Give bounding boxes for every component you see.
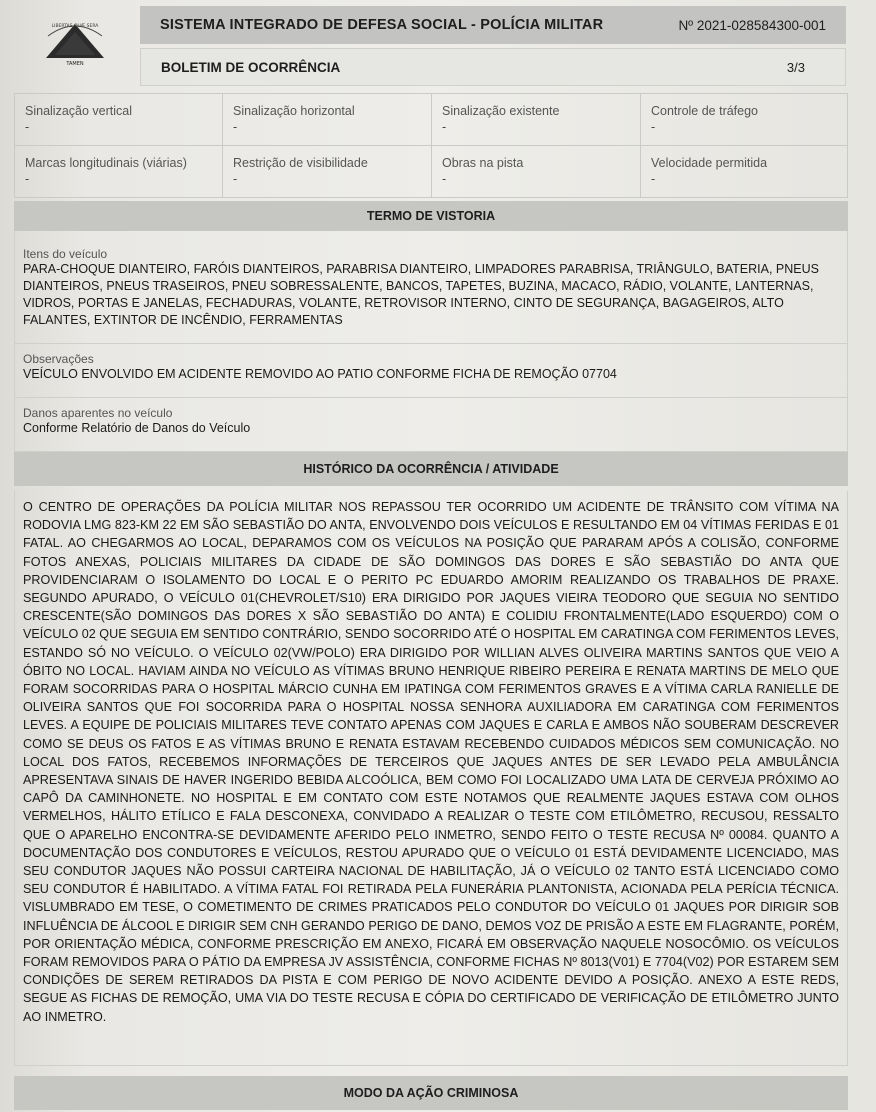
pmmg-emblem-icon: [40, 18, 110, 68]
field-sinalizacao-vertical: Sinalização vertical -: [14, 94, 223, 146]
damage-value: Conforme Relatório de Danos do Veículo: [23, 421, 251, 435]
system-header: [140, 6, 846, 44]
field-sinalizacao-existente: Sinalização existente -: [432, 94, 641, 146]
field-marcas-longitudinais: Marcas longitudinais (viárias) -: [14, 146, 223, 198]
vehicle-items-label: Itens do veículo: [23, 247, 108, 261]
document-type-header: [140, 48, 846, 86]
field-sinalizacao-horizontal: Sinalização horizontal -: [223, 94, 432, 146]
vehicle-items-value: PARA-CHOQUE DIANTEIRO, FARÓIS DIANTEIROS, PARABRISA DIANTEIRO, LIMPADORES PARABRISA, TRIÂNGULO, BATERIA, PNEUS DIANTEIROS, PNEUS TRASEIROS, PNEU SOBRESSALENTE, BANCOS, TAPETES, BUZINA, MACACO, RÁDIO, VOLANTE, LANTERNAS, VIDROS, PORTAS E JANELAS, FECHADURAS, VOLANTE, RETROVISOR INTERNO, CINTO DE SEGURANÇA, BAGAGEIROS, ALTO FALANTES, EXTINTOR DE INCÊNDIO, FERRAMENTAS: [23, 262, 819, 327]
document-type: BOLETIM DE OCORRÊNCIA: [161, 59, 341, 75]
field-velocidade-permitida: Velocidade permitida -: [641, 146, 848, 198]
damage-box: [14, 398, 848, 452]
observations-label: Observações: [23, 352, 94, 366]
vehicle-items-box: [14, 231, 848, 344]
field-controle-trafego: Controle de tráfego -: [641, 94, 848, 146]
system-title: SISTEMA INTEGRADO DE DEFESA SOCIAL - POLÍCIA MILITAR: [160, 17, 604, 33]
historico-text: O CENTRO DE OPERAÇÕES DA POLÍCIA MILITAR NOS REPASSOU TER OCORRIDO UM ACIDENTE DE TRÂNSITO COM VÍTIMA NA RODOVIA LMG 823-KM 22 EM SÃO SEBASTIÃO DO ANTA, ENVOLVENDO DOIS VEÍCULOS E RESULTANDO EM 04 VÍTIMAS FERIDAS E 01 FATAL. AO CHEGARMOS AO LOCAL, DEPARAMOS COM OS VEÍCULOS NA POSIÇÃO QUE PARARAM APÓS A COLISÃO, CONFORME FOTOS ANEXAS, POLICIAIS MILITARES DA CIDADE DE SÃO DOMINGOS DAS DORES E SÃO SEBASTIÃO DO ANTA QUE PROVIDENCIARAM O ISOLAMENTO DO LOCAL E O PERITO PC EDUARDO AMORIM REALIZANDO OS TRABALHOS DE PRAXE. SEGUNDO APURADO, O VEÍCULO 01(CHEVROLET/S10) ERA DIRIGIDO POR JAQUES VIEIRA TEODORO QUE SEGUIA NO SENTIDO CRESCENTE(SÃO DOMINGOS DAS DORES X SÃO SEBASTIÃO DO ANTA) E COLIDIU FRONTALMENTE(LADO ESQUERDO) COM O VEÍCULO 02 QUE SEGUIA EM SENTIDO CONTRÁRIO, SENDO SOCORRIDO ATÉ O HOSPITAL EM CARATINGA COM FERIMENTOS LEVES, ESTANDO SÓ NO VEÍCULO. O VEÍCULO 02(VW/POLO) ERA DIRIGIDO POR WILLIAN ALVES OLIVEIRA MARTINS SANTOS QUE VEIO A ÓBITO NO LOCAL. HAVIAM AINDA NO VEÍCULO AS VÍTIMAS BRUNO HENRIQUE RIBEIRO PEREIRA E RENATA MARTINS DE MELO QUE FORAM SOCORRIDAS PARA O HOSPITAL MÁRCIO CUNHA EM IPATINGA COM FERIMENTOS GRAVES E A VÍTIMA CARLA RANIELLE DE OLIVEIRA SANTOS QUE FOI SOCORRIDA PARA O HOSPITAL NOSSA SENHORA AUXILIADORA EM CARATINGA COM FERIMENTOS LEVES. A EQUIPE DE POLICIAIS MILITARES TEVE CONTATO APENAS COM JAQUES E CARLA E AMBOS NÃO SOUBERAM DESCREVER COMO SE DEUS OS FATOS E AS VÍTIMAS BRUNO E RENATA ESTAVAM RECEBENDO CUIDADOS MÉDICOS SEM COMUNICAÇÃO. NO LOCAL DOS FATOS, RECEBEMOS INFORMAÇÕES DE TERCEIROS QUE JAQUES ANTES DE SER LEVADO PELA AMBULÂNCIA APRESENTAVA SINAIS DE HAVER INGERIDO BEBIDA ALCOÓLICA, BEM COMO FOI LOCALIZADO UMA LATA DE CERVEJA PRÓXIMO AO CAPÔ DA CAMINHONETE. NO HOSPITAL E EM CONTATO COM ESTE NOTAMOS QUE REALMENTE JAQUES ESTAVA COM OLHOS VERMELHOS, HÁLITO ETÍLICO E FALA DESCONEXA, CONVIDADO A REALIZAR O TESTE COM ETILÔMETRO, RECUSOU, RESSALTO QUE O APARELHO ENCONTRA-SE DEVIDAMENTE AFERIDO PELO INMETRO, SENDO FEITO O TESTE RECUSA Nº 00084. QUANTO A DOCUMENTAÇÃO DOS CONDUTORES E VEÍCULOS, RESTOU APURADO QUE O VEÍCULO 01 ESTÁ DEVIDAMENTE LICENCIADO, MAS SEU CONDUTOR JAQUES NÃO POSSUI CARTEIRA NACIONAL DE HABILITAÇÃO, JÁ O VEÍCULO 02 TANTO ESTÁ LICENCIADO COMO SEU CONDUTOR É HABILITADO. A VÍTIMA FATAL FOI RETIRADA PELA FUNERÁRIA PLANTONISTA, ACIONADA PELA PERÍCIA TÉCNICA. VISLUMBRADO EM TESE, O COMETIMENTO DE CRIMES PRATICADOS PELO CONDUTOR DO VEÍCULO 01 JAQUES POR DIRIGIR SOB INFLUÊNCIA DE ÁLCOOL E DIRIGIR SEM CNH GERANDO PERIGO DE DANO, DEMOS VOZ DE PRISÃO A ESTE EM FLAGRANTE, PORÉM, POR ORIENTAÇÃO MÉDICA, CONFORME PRESCRIÇÃO EM ANEXO, FICARÁ EM OBSERVAÇÃO NAQUELE NOSOCÔMIO. OS VEÍCULOS FORAM REMOVIDOS PARA O PÁTIO DA EMPRESA JV ASSISTÊNCIA, CONFORME FICHAS Nº 8013(V01) E 7704(V02) POR ESTAREM SEM CONDIÇÕES DE SEREM RETIRADOS DA PISTA E COM PERIGO DE NOVO ACIDENTE DEVIDO A POSIÇÃO. ANEXO A ESTE REDS, SEGUE AS FICHAS DE REMOÇÃO, UMA VIA DO TESTE RECUSA E CÓPIA DO CERTIFICADO DE VERIFICAÇÃO DE ETILÔMETRO JUNTO AO INMETRO.: [14, 491, 848, 1066]
section-historico: HISTÓRICO DA OCORRÊNCIA / ATIVIDADE: [14, 452, 848, 486]
damage-label: Danos aparentes no veículo: [23, 406, 173, 420]
observations-value: VEÍCULO ENVOLVIDO EM ACIDENTE REMOVIDO AO PATIO CONFORME FICHA DE REMOÇÃO 07704: [23, 367, 617, 381]
traffic-signage-grid: [14, 93, 848, 198]
logo-motto-bottom: TAMEN: [66, 61, 84, 67]
field-obras-pista: Obras na pista -: [432, 146, 641, 198]
field-restricao-visibilidade: Restrição de visibilidade -: [223, 146, 432, 198]
page-number: 3/3: [786, 59, 805, 75]
document-number: Nº 2021-028584300-001: [678, 17, 826, 33]
logo-motto: LIBERTAS QUÆ SERA: [51, 24, 99, 29]
observations-box: [14, 344, 848, 398]
section-modo-acao: MODO DA AÇÃO CRIMINOSA: [14, 1076, 848, 1110]
section-termo-vistoria: TERMO DE VISTORIA: [14, 201, 848, 231]
